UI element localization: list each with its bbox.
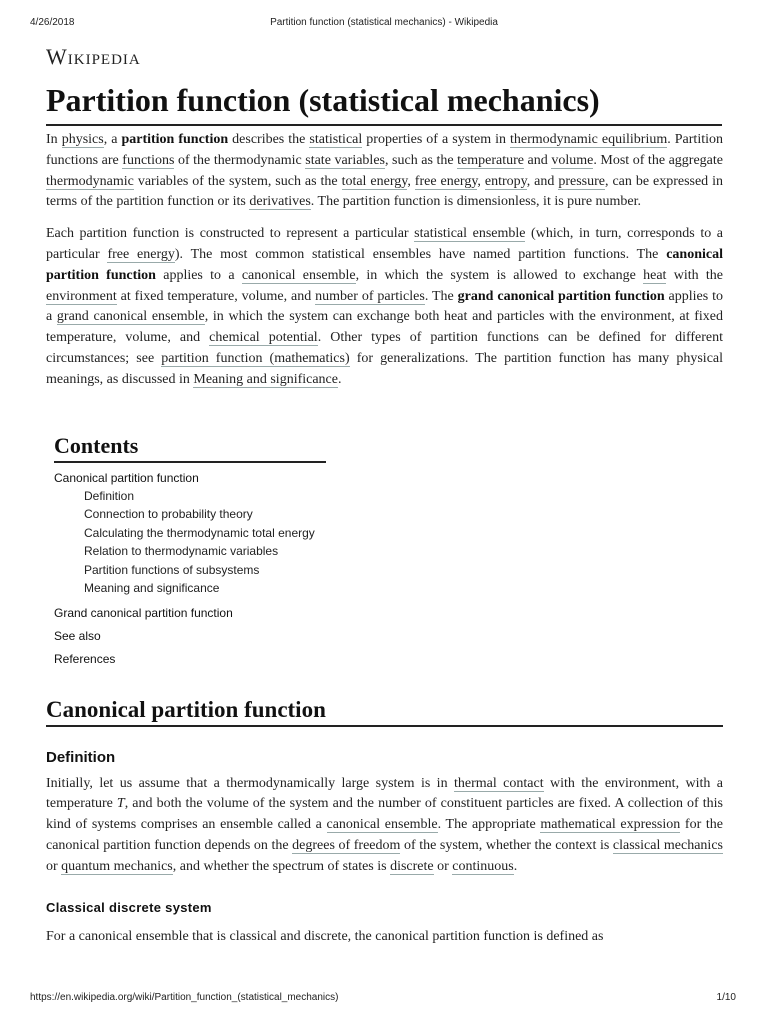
wikipedia-logo[interactable]: Wikipedia [46,44,141,69]
toc-item-references[interactable]: References [54,651,116,666]
toc-item-definition[interactable]: Definition [84,488,135,503]
toc-item-partition-functions-of-subsystems[interactable]: Partition functions of subsystems [84,562,260,577]
print-header [0,17,768,33]
link-grand-canonical-ensemble[interactable]: grand canonical ensemble [56,309,205,325]
link-number-of-particles[interactable]: number of particles [315,288,425,304]
toc-item-grand-canonical-partition-function[interactable]: Grand canonical partition function [54,605,233,620]
link-free-energy[interactable]: free energy [414,173,478,189]
link-volume[interactable]: volume [551,152,594,168]
toc-title: Contents [54,433,326,463]
link-discrete[interactable]: discrete [390,858,434,874]
page-title: Partition function (statistical mechanics) [46,80,722,126]
toc-item-connection-to-probability-theory[interactable]: Connection to probability theory [84,507,253,522]
link-total-energy[interactable]: total energy [341,173,408,189]
toc-item-meaning-and-significance[interactable]: Meaning and significance [84,581,220,596]
link-meaning-and-significance[interactable]: Meaning and significance [193,371,338,387]
link-thermal-contact[interactable]: thermal contact [454,775,544,791]
print-footer [0,992,768,1008]
print-page-number: 1/10 [716,992,736,1003]
classical-discrete-paragraph: For a canonical ensemble that is classical and discrete, the canonical partition function is defined as [46,928,604,944]
section-heading-canonical-partition-function: Canonical partition function [46,697,723,727]
link-canonical-ensemble-2[interactable]: canonical ensemble [326,817,438,833]
intro-paragraph-2: Each partition function is constructed to represent a particular statistical ensemble (which, in turn, corresponds to a particular free energy). The most common statistical ensembles have named partition functions. The canonical partition function applies to a canonical ensemble, in which the system is allowed to exchange heat with the environment at fixed temperature, volume, and number of particles. The grand canonical partition function applies to a grand canonical ensemble, in which the system can exchange both heat and particles with the environment, at fixed temperature, volume, and chemical potential. Other types of partition functions can be defined for different circumstances; see partition function (mathematics) for generalizations. The partition function has many physical meanings, as discussed in Meaning and significance. [46,226,724,387]
link-classical-mechanics[interactable]: classical mechanics [612,837,723,853]
toc-item-see-also[interactable]: See also [54,628,101,643]
link-chemical-potential[interactable]: chemical potential [209,330,318,346]
link-canonical-ensemble[interactable]: canonical ensemble [241,267,356,283]
link-statistical-ensemble[interactable]: statistical ensemble [414,226,526,242]
link-derivatives[interactable]: derivatives [249,194,311,210]
link-environment[interactable]: environment [46,288,117,304]
link-entropy[interactable]: entropy [484,173,527,189]
link-physics[interactable]: physics [61,132,104,147]
link-degrees-of-freedom[interactable]: degrees of freedom [292,837,401,853]
link-free-energy-2[interactable]: free energy [107,246,175,262]
link-functions[interactable]: functions [122,152,175,168]
link-temperature[interactable]: temperature [457,152,524,168]
link-state-variables[interactable]: state variables [305,152,385,168]
toc-item-relation-to-thermodynamic-variables[interactable]: Relation to thermodynamic variables [84,544,279,559]
intro-paragraph-1: In physics, a partition function describes the statistical properties of a system in thermodynamic equilibrium. Partition functions are functions of the thermodynamic state variables, such as the temperature and volume. Most of the aggregate thermodynamic variables of the system, such as the total energy, free energy, entropy, and pressure, can be expressed in terms of the partition function or its derivatives. The partition function is dimensionless, it is pure number. [46,132,724,210]
print-doc-title: Partition function (statistical mechanics) - Wikipedia [270,17,498,28]
link-continuous[interactable]: continuous [452,858,514,874]
article-content [46,130,723,958]
subsection-heading-definition: Definition [46,748,116,766]
toc-item-canonical-partition-function[interactable]: Canonical partition function [54,470,199,485]
subsubsection-heading-classical-discrete-system: Classical discrete system [46,899,212,915]
link-quantum-mechanics[interactable]: quantum mechanics [61,858,173,874]
link-heat[interactable]: heat [643,267,667,283]
link-thermodynamic[interactable]: thermodynamic [46,173,134,189]
link-mathematical-expression[interactable]: mathematical expression [540,817,681,833]
toc-subsection-list [54,487,326,598]
link-pressure[interactable]: pressure [558,173,605,189]
link-partition-function-mathematics[interactable]: partition function (mathematics) [161,350,350,366]
print-date: 4/26/2018 [30,17,75,28]
print-url: https://en.wikipedia.org/wiki/Partition_function_(statistical_mechanics) [30,992,339,1003]
link-statistical[interactable]: statistical [309,132,363,147]
link-thermodynamic-equilibrium[interactable]: thermodynamic equilibrium [510,132,668,147]
definition-paragraph: Initially, let us assume that a thermodynamically large system is in thermal contact with the environment, with a temperature T, and both the volume of the system and the number of constituent particles are fixed. A collection of this kind of systems comprises an ensemble called a canonical ensemble. The appropriate mathematical expression for the canonical partition function depends on the degrees of freedom of the system, whether the context is classical mechanics or quantum mechanics, and whether the spectrum of states is discrete or continuous. [46,775,723,874]
toc-item-calculating-total-energy[interactable]: Calculating the thermodynamic total energy [84,525,315,540]
table-of-contents [54,433,326,667]
